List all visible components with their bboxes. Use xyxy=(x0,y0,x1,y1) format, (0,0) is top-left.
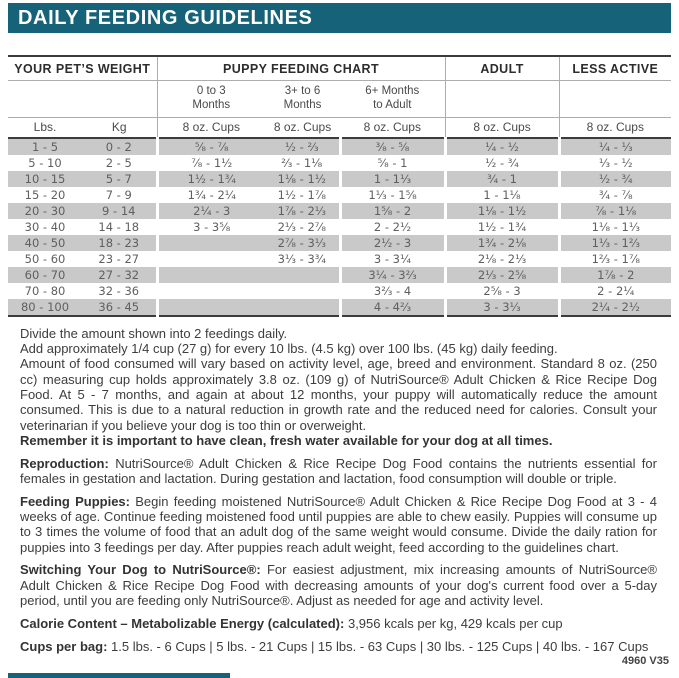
table-row xyxy=(8,235,671,251)
table-cell xyxy=(265,299,340,316)
header-adult: ADULT xyxy=(445,56,559,81)
table-cell: 20 - 30 xyxy=(8,203,82,219)
table-cell: 2 - 2¹⁄₂ xyxy=(340,219,445,235)
table-row xyxy=(8,283,671,299)
section-feeding-puppies xyxy=(20,494,657,555)
section-text: For easiest adjustment, mix increasing amounts of NutriSource® Adult Chicken & Rice Recipe Dog Food with decreasing amounts of your dog's current food over a 5-day period, until you are feeding only NutriSource®. Adjust as needed for age and activity level. xyxy=(20,562,657,608)
table-cell: ⁵⁄₈ - 1 xyxy=(340,155,445,171)
table-cell: 3 - 3¹⁄₃ xyxy=(445,299,559,316)
table-cell: ¹⁄₂ - ³⁄₄ xyxy=(445,155,559,171)
section-text: 1.5 lbs. - 6 Cups | 5 lbs. - 21 Cups | 15 lbs. - 63 Cups | 30 lbs. - 125 Cups | 40 lbs. - 167 Cups xyxy=(111,638,649,654)
table-cell: 1 - 1¹⁄₃ xyxy=(340,171,445,187)
table-cell: 1⁷⁄₈ - 2¹⁄₃ xyxy=(265,203,340,219)
table-cell: 50 - 60 xyxy=(24,251,66,266)
table-cell: ¹⁄₂ - ³⁄₄ xyxy=(559,171,671,187)
table-cell: ¹⁄₄ - ¹⁄₂ xyxy=(445,138,559,155)
table-cell: 2 - 5 xyxy=(105,155,132,170)
table-cell: 9 - 14 xyxy=(82,203,157,219)
table-cell: 1¹⁄₃ - 1²⁄₃ xyxy=(559,235,671,251)
note-add-quarter-cup: Add approximately 1/4 cup (27 g) for every 10 lbs. (4.5 kg) over 100 lbs. (45 kg) daily feeding. xyxy=(20,341,558,357)
table-cell: 7 - 9 xyxy=(105,187,132,202)
section-switching xyxy=(20,562,657,608)
table-cell: ⁵⁄₈ - ⁷⁄₈ xyxy=(157,138,265,155)
table-cell: 1 - 5 xyxy=(8,138,82,155)
table-cell xyxy=(157,299,265,316)
unit-cups: 8 oz. Cups xyxy=(157,117,265,138)
table-cell: 3 - 3⁵⁄₈ xyxy=(157,219,265,235)
table-cell: 1¹⁄₃ - 1⁵⁄₈ xyxy=(340,187,445,203)
table-cell: 2⁵⁄₈ - 3 xyxy=(445,283,559,299)
table-cell: 1³⁄₄ - 2¹⁄₄ xyxy=(157,187,265,203)
table-cell: 23 - 27 xyxy=(98,251,140,266)
table-cell: 1¹⁄₂ - 1³⁄₄ xyxy=(157,171,265,187)
header-puppy-feeding-chart: PUPPY FEEDING CHART xyxy=(157,56,445,81)
table-cell xyxy=(265,267,340,283)
section-text: Begin feeding moistened NutriSource® Adult Chicken & Rice Recipe Dog Food at 3 - 4 weeks of age. Continue feeding moistened food until puppies are able to chew easily. Puppies will consume up to 3 times the volume of food that an adult dog of the same weight would consume. Divide the daily ration for puppies into 3 feedings per day. After puppies reach adult weight, feed according to the guidelines chart. xyxy=(20,493,657,555)
empty-cell xyxy=(559,81,671,118)
table-cell: ²⁄₃ - 1¹⁄₈ xyxy=(281,155,323,170)
table-cell: 5 - 10 xyxy=(28,155,62,170)
table-cell: 18 - 23 xyxy=(82,235,157,251)
table-cell: 2¹⁄₃ - 2⁵⁄₈ xyxy=(445,267,559,283)
header-your-pets-weight: YOUR PET’S WEIGHT xyxy=(8,56,157,81)
table-cell: 15 - 20 xyxy=(24,187,66,202)
table-cell: ¹⁄₃ - ¹⁄₂ xyxy=(559,155,671,171)
table-cell: 4 - 4²⁄₃ xyxy=(340,299,445,316)
section-calorie-content xyxy=(20,616,657,631)
table-row xyxy=(8,219,671,235)
table-cell: ⁷⁄₈ - 1¹⁄₂ xyxy=(157,155,265,171)
table-cell: 36 - 45 xyxy=(82,299,157,316)
age-column-3-6-months: 3+ to 6 Months xyxy=(265,81,340,118)
feeding-guidelines-table xyxy=(8,55,671,317)
table-cell: 0 - 2 xyxy=(82,138,157,155)
section-label: Cups per bag: xyxy=(20,638,108,654)
age-columns-row xyxy=(8,81,671,118)
table-cell: 2 - 2¹⁄₄ xyxy=(559,283,671,299)
table-row xyxy=(8,251,671,267)
table-cell: 1¹⁄₈ - 1¹⁄₃ xyxy=(559,219,671,235)
table-cell: 27 - 32 xyxy=(82,267,157,283)
age-column-0-3-months: 0 to 3 Months xyxy=(157,81,265,118)
section-label: Calorie Content – Metabolizable Energy (calculated): xyxy=(20,615,345,631)
table-cell: 5 - 7 xyxy=(82,171,157,187)
section-reproduction xyxy=(20,456,657,487)
section-label: Reproduction: xyxy=(20,455,109,471)
section-label: Feeding Puppies: xyxy=(20,493,130,509)
section-text: 3,956 kcals per kg, 429 kcals per cup xyxy=(347,615,563,631)
table-cell: 32 - 36 xyxy=(98,283,140,298)
unit-kg: Kg xyxy=(82,117,157,138)
table-cell: ³⁄₈ - ⁵⁄₈ xyxy=(340,138,445,155)
table-cell xyxy=(157,267,265,283)
table-cell: 14 - 18 xyxy=(98,219,140,234)
note-fresh-water: Remember it is important to have clean, fresh water available for your dog at all times. xyxy=(20,432,553,448)
table-cell: 1²⁄₃ - 1⁷⁄₈ xyxy=(559,251,671,267)
table-row xyxy=(8,203,671,219)
unit-lbs: Lbs. xyxy=(8,117,82,138)
table-header xyxy=(8,56,671,138)
table-cell: ¹⁄₂ - ²⁄₃ xyxy=(265,138,340,155)
table-cell: 3¹⁄₃ - 3³⁄₄ xyxy=(277,251,326,266)
section-cups-per-bag xyxy=(20,639,657,654)
bottom-accent-bar xyxy=(8,673,230,678)
note-body: Amount of food consumed will vary based on activity level, age, breed and environment. Standard 8 oz. (250 cc) measuring cup holds approximately 3.8 oz. (109 g) of NutriSource® Adult Chicken & Rice Recipe Dog Food. At 5 - 7 months, and again at about 12 months, your puppy will automatically reduce the amount consumed. This is due to a natural reduction in growth rate and the reduced need for calories. Consult your veterinarian if you believe your dog is too thin or overweight. xyxy=(20,356,657,433)
table-cell: 3²⁄₃ - 4 xyxy=(340,283,445,299)
notes-block xyxy=(8,317,671,654)
table-cell: 2¹⁄₄ - 3 xyxy=(157,203,265,219)
age-column-6plus-months: 6+ Months to Adult xyxy=(340,81,445,118)
table-cell: 2¹⁄₂ - 3 xyxy=(340,235,445,251)
table-cell: 10 - 15 xyxy=(8,171,82,187)
header-less-active: LESS ACTIVE xyxy=(559,56,671,81)
table-cell xyxy=(265,283,340,299)
section-text: NutriSource® Adult Chicken & Rice Recipe Dog Food contains the nutrients essential for females in gestation and lactation. During gestation and lactation, food consumption will double or triple. xyxy=(20,455,657,486)
table-cell: 3 - 3¹⁄₄ xyxy=(340,251,445,267)
unit-cups: 8 oz. Cups xyxy=(340,117,445,138)
table-row xyxy=(8,187,671,203)
table-cell: 1⁵⁄₈ - 2 xyxy=(340,203,445,219)
table-row xyxy=(8,171,671,187)
table-cell: ³⁄₄ - 1 xyxy=(445,171,559,187)
table-cell: 2⁷⁄₈ - 3¹⁄₃ xyxy=(265,235,340,251)
table-cell: ³⁄₄ - ⁷⁄₈ xyxy=(559,187,671,203)
empty-cell xyxy=(445,81,559,118)
table-cell: 2¹⁄₈ - 2¹⁄₃ xyxy=(445,251,559,267)
table-cell xyxy=(157,235,265,251)
unit-cups: 8 oz. Cups xyxy=(559,117,671,138)
title-bar xyxy=(8,3,671,33)
table-cell: 1¹⁄₂ - 1⁷⁄₈ xyxy=(277,187,326,202)
table-cell: 3¹⁄₄ - 3²⁄₃ xyxy=(340,267,445,283)
units-row xyxy=(8,117,671,138)
table-cell xyxy=(157,283,265,299)
table-cell: 1³⁄₄ - 2¹⁄₈ xyxy=(445,235,559,251)
table-cell: 70 - 80 xyxy=(24,283,66,298)
unit-cups: 8 oz. Cups xyxy=(445,117,559,138)
table-cell: ⁷⁄₈ - 1¹⁄₈ xyxy=(559,203,671,219)
unit-cups: 8 oz. Cups xyxy=(265,117,340,138)
table-cell: 1 - 1¹⁄₈ xyxy=(445,187,559,203)
table-cell: 2¹⁄₃ - 2⁷⁄₈ xyxy=(277,219,326,234)
table-row xyxy=(8,155,671,171)
table-cell: 40 - 50 xyxy=(8,235,82,251)
table-cell: 80 - 100 xyxy=(8,299,82,316)
table-cell: 60 - 70 xyxy=(8,267,82,283)
note-divide-feedings: Divide the amount shown into 2 feedings daily. xyxy=(20,325,288,341)
table-cell: 2¹⁄₄ - 2¹⁄₂ xyxy=(559,299,671,316)
table-cell: 1⁷⁄₈ - 2 xyxy=(559,267,671,283)
table-row xyxy=(8,267,671,283)
empty-cell xyxy=(8,81,157,118)
table-row xyxy=(8,299,671,316)
table-cell: 1¹⁄₈ - 1¹⁄₂ xyxy=(445,203,559,219)
table-cell: 30 - 40 xyxy=(24,219,66,234)
table-cell: 1¹⁄₈ - 1¹⁄₂ xyxy=(265,171,340,187)
table-cell xyxy=(157,251,265,267)
table-row xyxy=(8,138,671,155)
product-code: 4960 V35 xyxy=(621,655,669,667)
page-title: DAILY FEEDING GUIDELINES xyxy=(18,7,313,29)
section-label: Switching Your Dog to NutriSource®: xyxy=(20,562,261,578)
group-header-row xyxy=(8,56,671,81)
table-cell: ¹⁄₄ - ¹⁄₃ xyxy=(559,138,671,155)
feeding-table-body xyxy=(8,138,671,316)
table-cell: 1¹⁄₂ - 1³⁄₄ xyxy=(445,219,559,235)
